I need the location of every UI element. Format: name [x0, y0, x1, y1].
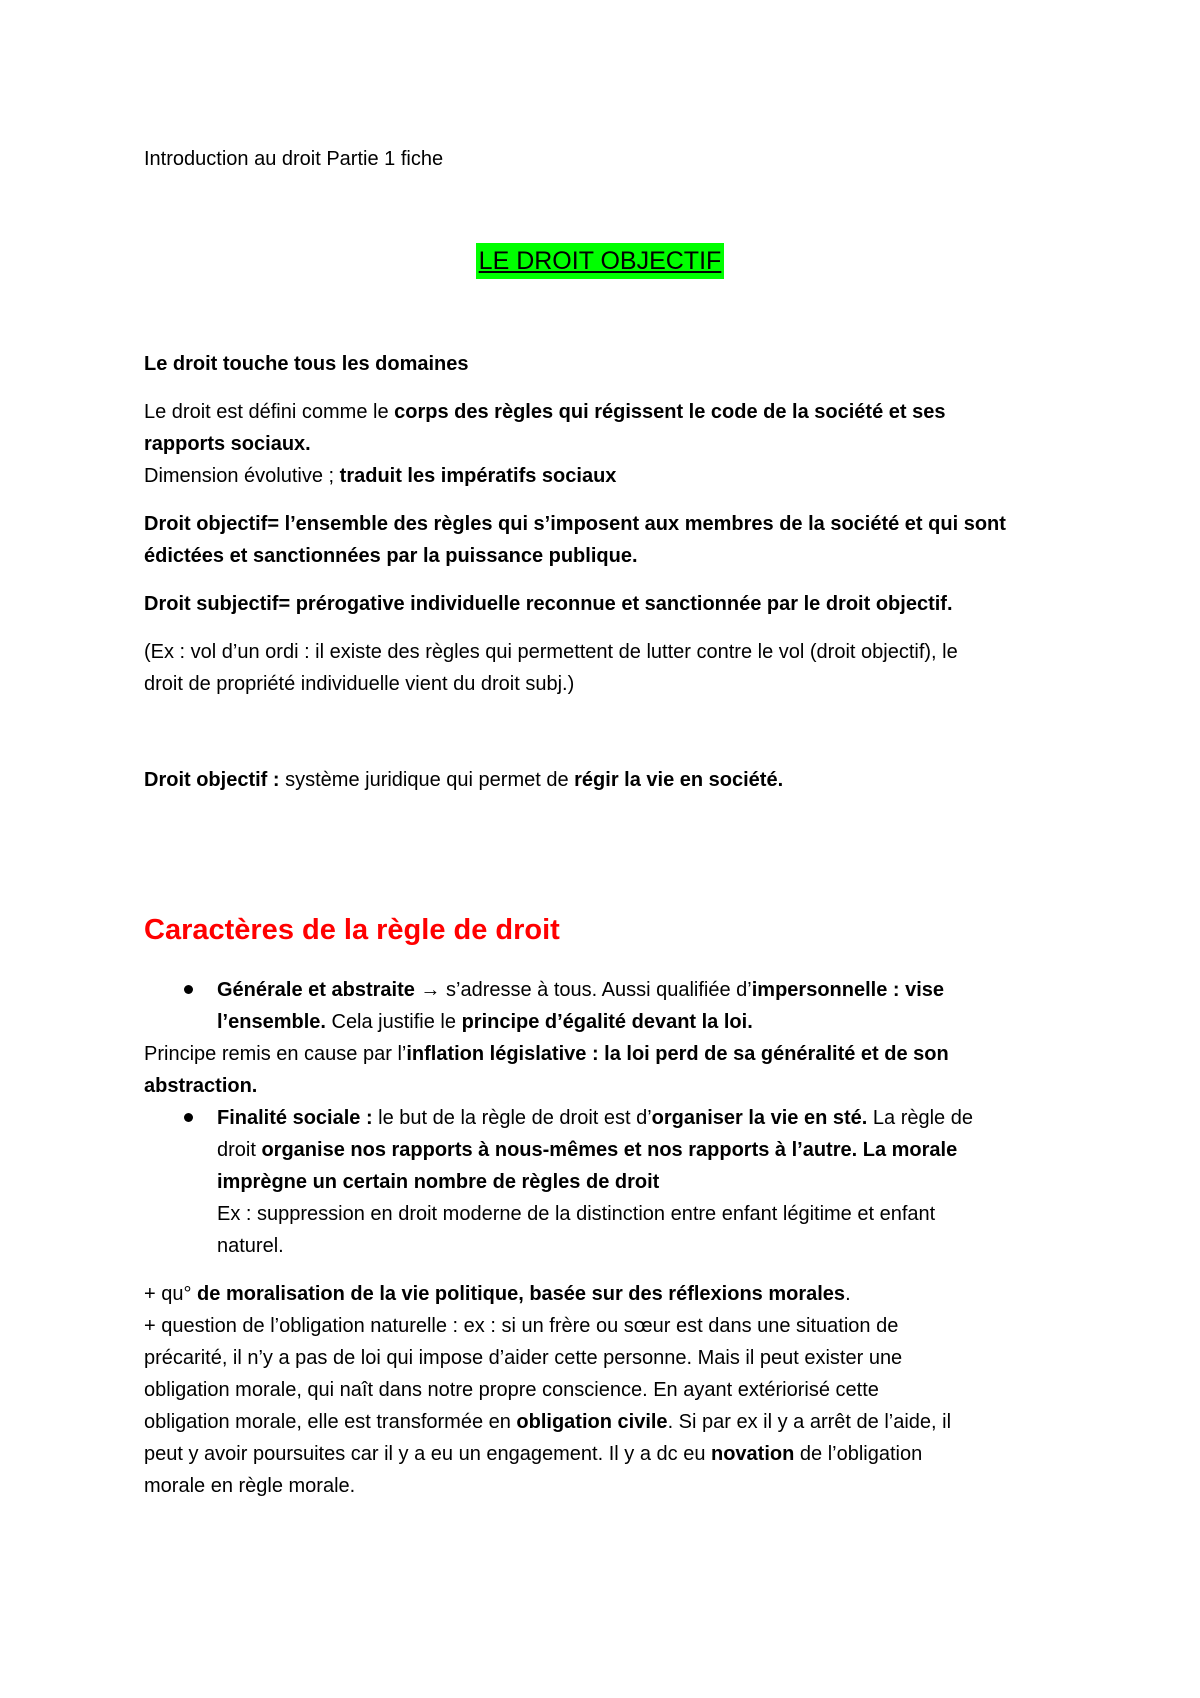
moralisation-end: .	[845, 1283, 851, 1305]
generale-plain: s’adresse à tous. Aussi qualifiée d’	[446, 979, 752, 1001]
droit-plain: droit	[217, 1139, 262, 1161]
moralisation-bold: de moralisation de la vie politique, basée sur des réflexions morales	[197, 1283, 846, 1305]
bullet-finalite-line4: Ex : suppression en droit moderne de la distinction entre enfant légitime et enfant	[217, 1203, 936, 1225]
impregne-bold: imprègne un certain nombre de règles de droit	[217, 1171, 660, 1193]
dimension-bold: traduit les impératifs sociaux	[339, 465, 617, 487]
abstraction-bold: abstraction.	[144, 1075, 258, 1097]
bullet-finalite-line5: naturel.	[217, 1235, 284, 1257]
ensemble-bold: l’ensemble.	[217, 1011, 326, 1033]
moralisation-plain: + qu°	[144, 1283, 198, 1305]
principe-bold: inflation législative : la loi perd de sa généralité et de son	[406, 1043, 949, 1065]
paragraph-definition-line1	[144, 396, 945, 428]
paragraph-objectif-line1	[144, 508, 1006, 540]
paragraph-obligation-line2: précarité, il n’y a pas de loi qui impose d’aider cette personne. Mais il peut exister une	[144, 1347, 903, 1369]
systeme-bold: Droit objectif :	[144, 769, 280, 791]
obligation-plain-2: . Si par ex il y a arrêt de l’aide, il	[667, 1411, 952, 1433]
paragraph-obligation-line5	[144, 1438, 922, 1470]
bullet-generale-line2	[217, 1006, 753, 1038]
definition-bold: corps des règles qui régissent le code de la société et ses	[394, 401, 946, 423]
paragraph-principe-line1	[144, 1038, 949, 1070]
paragraph-principe-line2	[144, 1070, 257, 1102]
poursuites-plain: peut y avoir poursuites car il y a eu un engagement. Il y a dc eu	[144, 1443, 711, 1465]
document-header: Introduction au droit Partie 1 fiche	[144, 148, 444, 170]
systeme-bold-2: régir la vie en société.	[574, 769, 784, 791]
bullet-icon	[184, 985, 193, 994]
impersonnelle-bold: impersonnelle : vise	[751, 979, 945, 1001]
bullet-generale-line1	[217, 974, 944, 1006]
poursuites-plain-2: de l’obligation	[794, 1443, 923, 1465]
bullet-icon	[184, 1113, 193, 1122]
dimension-plain: Dimension évolutive ;	[144, 465, 340, 487]
paragraph-obligation-line6: morale en règle morale.	[144, 1475, 356, 1497]
paragraph-example-line1: (Ex : vol d’un ordi : il existe des règles qui permettent de lutter contre le vol (droit objectif), le	[144, 641, 958, 663]
bullet-finalite-line1	[217, 1102, 973, 1134]
paragraph-objectif-line2	[144, 540, 638, 572]
justifie-plain: Cela justifie le	[325, 1011, 462, 1033]
bullet-finalite-line2	[217, 1134, 957, 1166]
obligation-plain: obligation morale, elle est transformée en	[144, 1411, 517, 1433]
arrow-right-icon: →	[414, 979, 446, 1001]
paragraph-moralisation	[144, 1278, 851, 1310]
paragraph-domains	[144, 348, 469, 380]
organise-bold: organise nos rapports à nous-mêmes et nos rapports à l’autre. La morale	[261, 1139, 958, 1161]
paragraph-definition-line2	[144, 428, 311, 460]
systeme-plain: système juridique qui permet de	[279, 769, 575, 791]
paragraph-dimension	[144, 460, 616, 492]
paragraph-obligation-line4	[144, 1406, 951, 1438]
paragraph-obligation-line1: + question de l’obligation naturelle : ex : si un frère ou sœur est dans une situation de	[144, 1315, 899, 1337]
objectif-def-2: édictées et sanctionnées par la puissance publique.	[144, 545, 638, 567]
principe-plain: Principe remis en cause par l’	[144, 1043, 407, 1065]
subjectif-def: Droit subjectif= prérogative individuelle reconnue et sanctionnée par le droit objectif.	[144, 593, 953, 615]
novation-bold: novation	[711, 1443, 795, 1465]
organiser-bold: organiser la vie en sté.	[651, 1107, 868, 1129]
objectif-def-1: Droit objectif= l’ensemble des règles qui s’imposent aux membres de la société et qui sont	[144, 513, 1006, 535]
paragraph-subjectif	[144, 588, 953, 620]
title-wrap	[0, 243, 1200, 279]
domains-text: Le droit touche tous les domaines	[144, 353, 469, 375]
page-title: LE DROIT OBJECTIF	[476, 243, 725, 279]
definition-bold-2: rapports sociaux.	[144, 433, 311, 455]
finalite-bold: Finalité sociale :	[217, 1107, 373, 1129]
obligation-civile-bold: obligation civile	[516, 1411, 668, 1433]
regle-plain: La règle de	[867, 1107, 973, 1129]
bullet-finalite-line3	[217, 1166, 659, 1198]
finalite-plain: le but de la règle de droit est d’	[372, 1107, 652, 1129]
paragraph-example-line2: droit de propriété individuelle vient du droit subj.)	[144, 673, 575, 695]
section-heading: Caractères de la règle de droit	[144, 914, 560, 946]
definition-plain: Le droit est défini comme le	[144, 401, 395, 423]
paragraph-systeme	[144, 764, 783, 796]
generale-bold: Générale et abstraite	[217, 979, 415, 1001]
egalite-bold: principe d’égalité devant la loi.	[461, 1011, 753, 1033]
paragraph-obligation-line3: obligation morale, qui naît dans notre propre conscience. En ayant extériorisé cette	[144, 1379, 879, 1401]
